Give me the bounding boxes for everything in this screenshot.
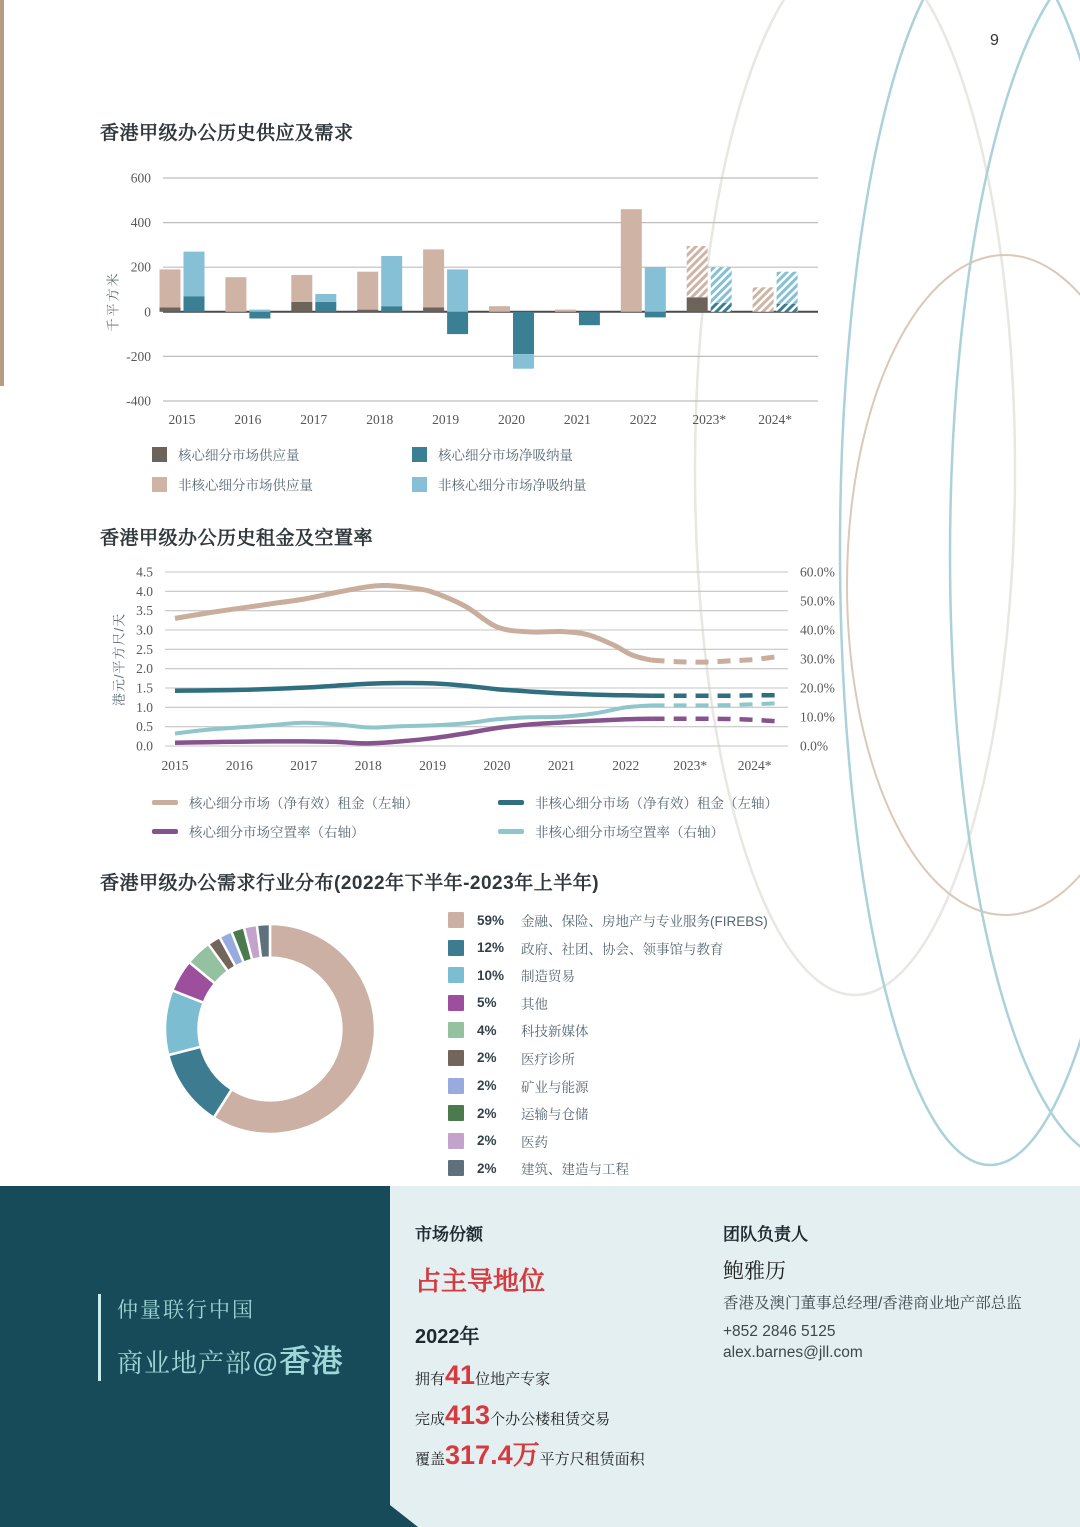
- svg-text:0.0: 0.0: [136, 738, 153, 754]
- legend-percent: 2%: [477, 1160, 497, 1176]
- supply-demand-chart-title: 香港甲级办公历史供应及需求: [100, 123, 354, 144]
- brand-block: [98, 1294, 343, 1381]
- industry-donut-chart: [152, 903, 402, 1158]
- industry-chart-title: 香港甲级办公需求行业分布(2022年下半年-2023年上半年): [100, 873, 600, 894]
- stat-line: [415, 1402, 645, 1429]
- stat-text: 平方尺租赁面积: [539, 1451, 645, 1468]
- svg-text:20.0%: 20.0%: [800, 680, 835, 696]
- legend-swatch: [448, 1078, 464, 1094]
- legend-item: [152, 474, 402, 494]
- svg-text:4.5: 4.5: [136, 564, 153, 580]
- legend-swatch: [448, 1022, 464, 1038]
- legend-label: 科技新媒体: [521, 1024, 589, 1040]
- stat-text: 个办公楼租赁交易: [490, 1411, 611, 1428]
- stat-number: 413: [445, 1400, 491, 1430]
- legend-swatch: [448, 1133, 464, 1149]
- svg-text:2023*: 2023*: [692, 412, 727, 427]
- svg-text:2017: 2017: [300, 412, 328, 427]
- legend-swatch: [448, 1160, 464, 1176]
- legend-swatch: [412, 477, 427, 492]
- legend-item: [152, 792, 488, 812]
- svg-text:400: 400: [130, 215, 151, 231]
- legend-label: 非核心细分市场净吸纳量: [438, 478, 587, 493]
- legend-item: [412, 474, 712, 494]
- legend-label: 医疗诊所: [521, 1051, 575, 1067]
- page-edge-accent-strip: [0, 0, 4, 386]
- svg-text:200: 200: [130, 259, 151, 275]
- team-email: alex.barnes@jll.com: [723, 1344, 863, 1362]
- legend-percent: 4%: [477, 1022, 497, 1038]
- legend-percent: 2%: [477, 1050, 497, 1066]
- legend-percent: 10%: [477, 967, 505, 983]
- svg-text:4.0: 4.0: [136, 583, 153, 599]
- legend-swatch: [448, 1105, 464, 1121]
- svg-text:2016: 2016: [234, 412, 262, 427]
- svg-text:2018: 2018: [366, 412, 394, 427]
- svg-text:-400: -400: [126, 393, 151, 409]
- stat-text: 拥有: [415, 1371, 446, 1388]
- legend-line-swatch: [498, 829, 524, 834]
- svg-text:2020: 2020: [483, 758, 511, 773]
- legend-percent: 2%: [477, 1078, 497, 1094]
- legend-label: 非核心细分市场空置率（右轴）: [535, 825, 724, 840]
- legend-percent: 2%: [477, 1105, 497, 1121]
- legend-percent: 2%: [477, 1133, 497, 1149]
- stat-text: 完成: [415, 1411, 446, 1428]
- legend-label: 非核心细分市场（净有效）租金（左轴）: [535, 796, 778, 811]
- industry-legend-item: [448, 938, 768, 958]
- legend-label: 核心细分市场净吸纳量: [438, 448, 573, 463]
- supply-demand-y-axis-label: 千平方米: [105, 271, 121, 332]
- svg-text:2020: 2020: [498, 412, 525, 427]
- legend-item: [152, 821, 488, 841]
- legend-label: 制造贸易: [521, 969, 575, 985]
- svg-text:600: 600: [130, 170, 151, 186]
- svg-text:-200: -200: [126, 348, 151, 364]
- team-heading: 团队负责人: [723, 1225, 808, 1244]
- industry-legend-item: [448, 1158, 768, 1178]
- legend-label: 核心细分市场（净有效）租金（左轴）: [189, 796, 419, 811]
- svg-text:2024*: 2024*: [737, 758, 772, 773]
- svg-text:3.0: 3.0: [136, 622, 153, 638]
- industry-legend-item: [448, 993, 768, 1013]
- legend-label: 其他: [521, 996, 548, 1012]
- industry-legend-item: [448, 1103, 768, 1123]
- svg-text:2015: 2015: [161, 758, 189, 773]
- industry-legend: [448, 910, 768, 1178]
- legend-swatch: [448, 912, 464, 928]
- brand-line2-prefix: 商业地产部@: [117, 1348, 280, 1378]
- svg-text:3.5: 3.5: [136, 603, 153, 619]
- legend-swatch: [412, 447, 427, 462]
- legend-label: 金融、保险、房地产与专业服务(FIREBS): [521, 914, 768, 929]
- legend-percent: 12%: [477, 940, 505, 956]
- legend-item: [152, 444, 402, 464]
- stat-line: [415, 1362, 645, 1389]
- legend-label: 矿业与能源: [521, 1079, 589, 1095]
- svg-text:2019: 2019: [419, 758, 447, 773]
- rent-vacancy-y-axis-label: 港元/平方尺/天: [111, 612, 127, 707]
- year-heading: 2022年: [415, 1326, 480, 1348]
- legend-percent: 59%: [477, 912, 505, 928]
- svg-text:1.0: 1.0: [136, 699, 153, 715]
- industry-legend-item: [448, 1131, 768, 1151]
- brand-line2-bold: 香港: [279, 1344, 344, 1379]
- legend-label: 核心细分市场供应量: [178, 448, 300, 463]
- svg-text:2021: 2021: [563, 412, 591, 427]
- rent-vacancy-legend: [152, 792, 878, 841]
- legend-swatch: [152, 447, 167, 462]
- industry-legend-item: [448, 1048, 768, 1068]
- legend-item: [498, 792, 878, 812]
- legend-label: 非核心细分市场供应量: [178, 478, 313, 493]
- legend-line-swatch: [498, 800, 524, 805]
- legend-item: [412, 444, 712, 464]
- svg-text:2.0: 2.0: [136, 661, 153, 677]
- industry-legend-item: [448, 965, 768, 985]
- svg-text:2024*: 2024*: [758, 412, 792, 427]
- legend-label: 政府、社团、协会、领事馆与教育: [521, 941, 724, 957]
- legend-swatch: [448, 967, 464, 983]
- svg-text:2022: 2022: [629, 412, 657, 427]
- stat-text: 覆盖: [415, 1451, 446, 1468]
- rent-vacancy-chart-title: 香港甲级办公历史租金及空置率: [100, 528, 374, 549]
- legend-percent: 5%: [477, 995, 497, 1011]
- team-name: 鲍雅历: [723, 1260, 786, 1283]
- team-title: 香港及澳门董事总经理/香港商业地产部总监: [723, 1295, 1022, 1312]
- market-share-heading: 市场份额: [415, 1225, 483, 1244]
- team-phone: +852 2846 5125: [723, 1322, 836, 1340]
- svg-text:2015: 2015: [168, 412, 196, 427]
- legend-item: [498, 821, 878, 841]
- svg-text:60.0%: 60.0%: [800, 564, 835, 580]
- stats-list: [415, 1362, 645, 1469]
- stat-line: [415, 1442, 645, 1469]
- svg-text:2022: 2022: [612, 758, 640, 773]
- svg-text:2017: 2017: [290, 758, 318, 773]
- svg-text:30.0%: 30.0%: [800, 651, 835, 667]
- svg-text:40.0%: 40.0%: [800, 622, 835, 638]
- industry-legend-item: [448, 1076, 768, 1096]
- legend-line-swatch: [152, 800, 178, 805]
- brand-line1: 仲量联行中国: [117, 1299, 255, 1322]
- legend-label: 建筑、建造与工程: [521, 1162, 629, 1178]
- legend-line-swatch: [152, 829, 178, 834]
- svg-text:2019: 2019: [432, 412, 460, 427]
- industry-legend-item: [448, 910, 768, 930]
- svg-text:0.5: 0.5: [136, 719, 153, 735]
- market-share-value: 占主导地位: [415, 1266, 546, 1296]
- industry-legend-item: [448, 1020, 768, 1040]
- svg-text:2023*: 2023*: [673, 758, 708, 773]
- legend-swatch: [448, 940, 464, 956]
- supply-demand-chart: [88, 160, 848, 455]
- legend-label: 运输与仓储: [521, 1107, 589, 1123]
- legend-swatch: [448, 995, 464, 1011]
- market-share-column: [415, 1220, 645, 1469]
- svg-text:2018: 2018: [354, 758, 382, 773]
- svg-text:2016: 2016: [225, 758, 253, 773]
- legend-label: 医药: [521, 1134, 548, 1150]
- legend-swatch: [152, 477, 167, 492]
- svg-text:50.0%: 50.0%: [800, 593, 835, 609]
- page-number: 9: [990, 32, 999, 49]
- svg-text:0: 0: [144, 304, 151, 320]
- svg-text:2.5: 2.5: [136, 641, 153, 657]
- svg-text:1.5: 1.5: [136, 680, 153, 696]
- svg-text:10.0%: 10.0%: [800, 709, 835, 725]
- stat-number: 41: [445, 1360, 476, 1390]
- stat-text: 位地产专家: [475, 1371, 551, 1388]
- stat-number: 317.4万: [445, 1440, 540, 1470]
- legend-swatch: [448, 1050, 464, 1066]
- svg-text:2021: 2021: [547, 758, 575, 773]
- legend-label: 核心细分市场空置率（右轴）: [189, 825, 365, 840]
- svg-text:0.0%: 0.0%: [800, 738, 829, 754]
- rent-vacancy-chart: [88, 550, 888, 800]
- brand-line2: [117, 1336, 343, 1381]
- team-column: [723, 1220, 1023, 1364]
- supply-demand-legend: [152, 444, 712, 494]
